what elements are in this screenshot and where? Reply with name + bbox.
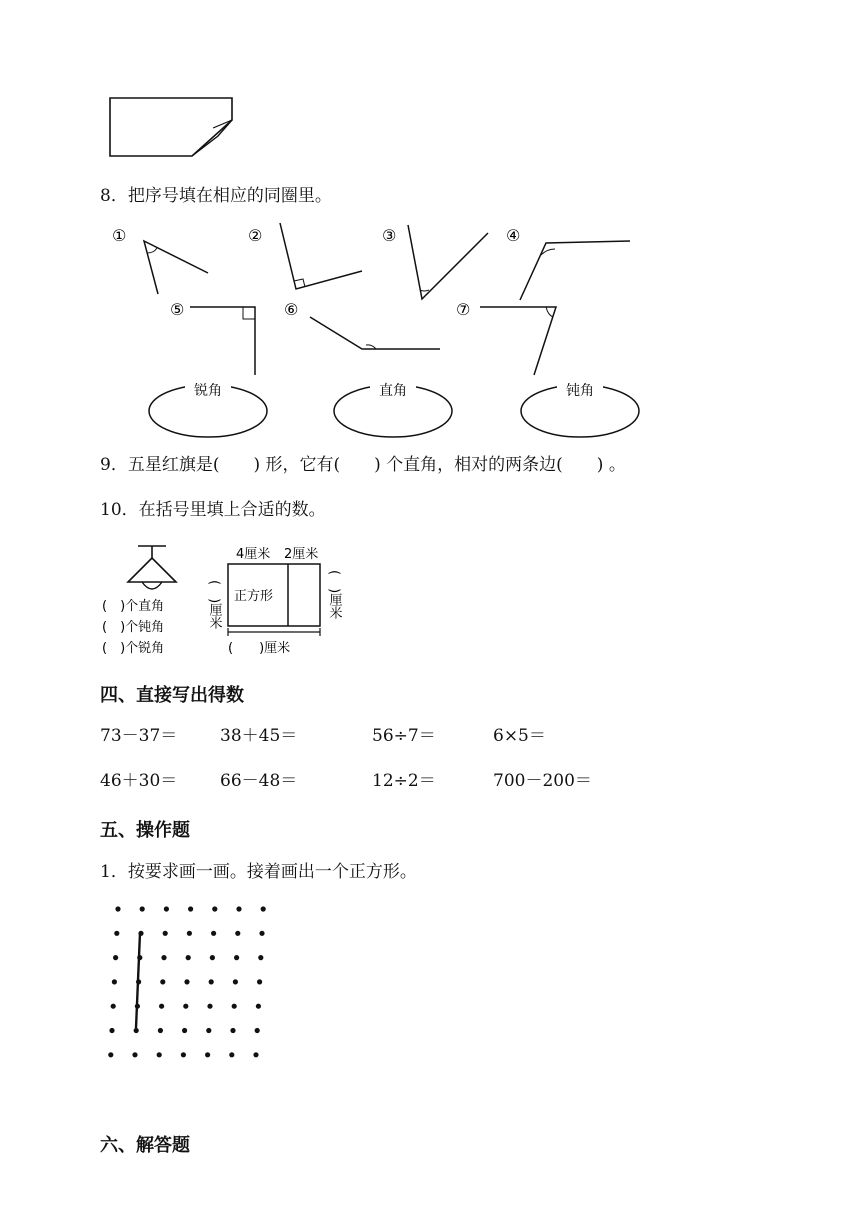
grid-dot[interactable] [140,906,145,911]
grid-dot[interactable] [157,1052,162,1057]
angle-2-shape [280,223,362,289]
grid-dot[interactable] [164,906,169,911]
angle-number-7: ⑦ [456,300,471,319]
angle-number-5: ⑤ [170,300,185,319]
grid-dot[interactable] [258,955,263,960]
calc-item: 73－37＝ [100,726,178,746]
grid-dot[interactable] [230,1028,235,1033]
angle-number-6: ⑥ [284,300,299,319]
angle-number-3: ③ [382,226,397,245]
grid-dot[interactable] [108,1052,113,1057]
angle-number-1: ① [112,226,127,245]
right-angle-circle [334,377,452,437]
grid-dot[interactable] [207,1004,212,1009]
lamp-acute-line: ( )个锐角 [102,641,165,656]
grid-dot[interactable] [136,979,141,984]
grid-dot[interactable] [132,1052,137,1057]
grid-dot[interactable] [233,979,238,984]
rect-left-side-length: ( )厘米 [206,580,222,630]
calc-item: 66－48＝ [220,771,298,791]
question-9-label: 9．五星红旗是( ) 形，它有( ) 个直角，相对的两条边( ) 。 [100,455,626,475]
grid-dot[interactable] [210,955,215,960]
grid-dot[interactable] [236,906,241,911]
grid-dot[interactable] [205,1052,210,1057]
lamp-right-angle-line: ( )个直角 [102,599,165,614]
calc-item: 12÷2＝ [372,771,436,791]
calc-item: 700－200＝ [493,771,592,791]
grid-dot[interactable] [261,906,266,911]
grid-dot[interactable] [115,906,120,911]
grid-dot[interactable] [135,1004,140,1009]
grid-dot[interactable] [206,1028,211,1033]
grid-dot[interactable] [113,955,118,960]
grid-dot[interactable] [257,979,262,984]
grid-dot[interactable] [232,1004,237,1009]
rect-bottom-length: ( )厘米 [228,641,291,656]
grid-dot[interactable] [229,1052,234,1057]
section-6-title: 六、解答题 [100,1135,190,1156]
grid-dot[interactable] [187,931,192,936]
angle-4-shape [520,241,630,300]
rect-top-right-length: 2厘米 [284,547,319,562]
grid-dot[interactable] [188,906,193,911]
grid-dot[interactable] [111,1004,116,1009]
grid-dot[interactable] [159,1004,164,1009]
grid-dot[interactable] [112,979,117,984]
acute-circle [149,377,267,437]
angle-7-shape [480,307,556,375]
acute-circle-label: 锐角 [194,383,222,399]
grid-dot[interactable] [259,931,264,936]
grid-dot[interactable] [138,931,143,936]
question-8-label: 8．把序号填在相应的同圈里。 [100,186,332,206]
lamp-obtuse-line: ( )个钝角 [102,620,165,635]
obtuse-circle [521,377,639,437]
lamp-figure [100,540,210,660]
grid-dot[interactable] [186,955,191,960]
grid-dot[interactable] [163,931,168,936]
question-10-label: 10．在括号里填上合适的数。 [100,500,326,520]
grid-dot[interactable] [161,955,166,960]
angle-5-shape [190,307,255,375]
section-5-title: 五、操作题 [100,820,190,841]
calc-item: 46＋30＝ [100,771,178,791]
grid-dot[interactable] [253,1052,258,1057]
angle-6-shape [310,317,440,349]
grid-dot[interactable] [137,955,142,960]
grid-dot[interactable] [181,1052,186,1057]
rect-right-side-length: ( )厘米 [326,570,342,620]
angles-sorting-figure [100,215,660,445]
dot-grid[interactable] [100,895,280,1065]
grid-dot[interactable] [212,906,217,911]
rect-inner-square-label: 正方形 [234,589,274,604]
grid-dot[interactable] [160,979,165,984]
folded-rectangle-figure [100,90,240,165]
grid-dot[interactable] [256,1004,261,1009]
grid-dot[interactable] [109,1028,114,1033]
section-5-question-1: 1．按要求画一画。接着画出一个正方形。 [100,862,417,882]
grid-dot[interactable] [184,979,189,984]
grid-dot[interactable] [183,1004,188,1009]
section-4-title: 四、直接写出得数 [100,685,244,706]
angle-number-2: ② [248,226,263,245]
rectangle-measure-figure [200,540,350,660]
grid-dot[interactable] [182,1028,187,1033]
grid-dot[interactable] [234,955,239,960]
angle-1-shape [144,241,208,294]
angle-number-4: ④ [506,226,521,245]
grid-dot[interactable] [235,931,240,936]
grid-dot[interactable] [255,1028,260,1033]
angle-3-shape [408,225,488,299]
obtuse-circle-label: 钝角 [566,383,594,399]
calc-item: 6×5＝ [493,726,546,746]
calc-item: 38＋45＝ [220,726,298,746]
calc-item: 56÷7＝ [372,726,436,746]
grid-dot[interactable] [114,931,119,936]
grid-dot[interactable] [134,1028,139,1033]
rect-top-left-length: 4厘米 [236,547,271,562]
right-angle-circle-label: 直角 [379,383,407,399]
grid-dot[interactable] [209,979,214,984]
grid-dot[interactable] [211,931,216,936]
grid-dot[interactable] [158,1028,163,1033]
